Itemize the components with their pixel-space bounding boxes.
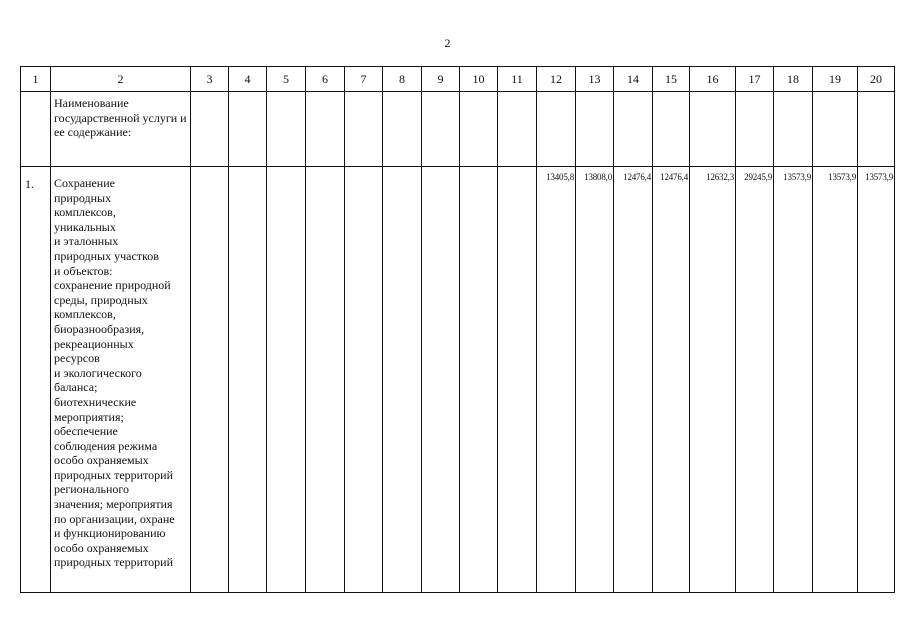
- column-number: 8: [383, 67, 422, 92]
- empty-cell: [345, 92, 383, 167]
- column-number: 1: [21, 67, 51, 92]
- empty-cell: [460, 167, 498, 593]
- value-col-16: 12632,3: [690, 167, 736, 593]
- empty-cell: [267, 92, 306, 167]
- column-number: 3: [191, 67, 229, 92]
- value-col-18: 13573,9: [774, 167, 813, 593]
- value-col-17: 29245,9: [736, 167, 774, 593]
- column-number: 16: [690, 67, 736, 92]
- empty-cell: [306, 167, 345, 593]
- column-number: 18: [774, 67, 813, 92]
- column-number: 13: [576, 67, 614, 92]
- column-number: 14: [614, 67, 653, 92]
- column-number: 7: [345, 67, 383, 92]
- services-table: [20, 66, 895, 593]
- empty-cell: [229, 167, 267, 593]
- empty-cell: [460, 92, 498, 167]
- empty-cell: [653, 92, 690, 167]
- empty-cell: [690, 92, 736, 167]
- column-number: 19: [813, 67, 858, 92]
- empty-cell: [191, 167, 229, 593]
- table-row: [21, 167, 895, 593]
- column-number: 10: [460, 67, 498, 92]
- page-number: 2: [444, 36, 451, 50]
- empty-cell: [306, 92, 345, 167]
- empty-cell: [858, 92, 895, 167]
- row-index: 1.: [21, 167, 51, 593]
- value-col-20: 13573,9: [858, 167, 895, 593]
- value-col-15: 12476,4: [653, 167, 690, 593]
- empty-cell: [267, 167, 306, 593]
- empty-cell: [383, 167, 422, 593]
- column-number: 11: [498, 67, 537, 92]
- column-number: 17: [736, 67, 774, 92]
- service-name-row: [21, 92, 895, 167]
- empty-cell: [422, 167, 460, 593]
- service-name-label: Наименование государственной услуги и ее содержание:: [51, 92, 191, 167]
- empty-cell: [774, 92, 813, 167]
- empty-cell: [422, 92, 460, 167]
- empty-cell: [498, 167, 537, 593]
- column-number: 9: [422, 67, 460, 92]
- empty-cell: [498, 92, 537, 167]
- empty-cell: [614, 92, 653, 167]
- column-number: 20: [858, 67, 895, 92]
- empty-cell: [813, 92, 858, 167]
- column-number: 2: [51, 67, 191, 92]
- column-number: 12: [537, 67, 576, 92]
- column-number: 15: [653, 67, 690, 92]
- empty-cell: [21, 92, 51, 167]
- value-col-13: 13808,0: [576, 167, 614, 593]
- empty-cell: [537, 92, 576, 167]
- column-number: 5: [267, 67, 306, 92]
- empty-cell: [229, 92, 267, 167]
- value-col-14: 12476,4: [614, 167, 653, 593]
- value-col-12: 13405,8: [537, 167, 576, 593]
- column-number: 4: [229, 67, 267, 92]
- value-col-19: 13573,9: [813, 167, 858, 593]
- column-number: 6: [306, 67, 345, 92]
- empty-cell: [576, 92, 614, 167]
- service-description: Сохранение природных комплексов, уникальных и эталонных природных участков и объектов: сохранение природной среды, природных комплексов, биоразнообразия, рекреационных ресурсов и экологического баланса; биотехнические мероприятия; обеспечение соблюдения режима особо охраняемых природных территорий регионального значения; мероприятия по организации, охране и функционированию особо охраняемых природных территорий: [51, 167, 191, 593]
- empty-cell: [345, 167, 383, 593]
- empty-cell: [383, 92, 422, 167]
- empty-cell: [736, 92, 774, 167]
- column-numbers-row: [21, 67, 895, 92]
- empty-cell: [191, 92, 229, 167]
